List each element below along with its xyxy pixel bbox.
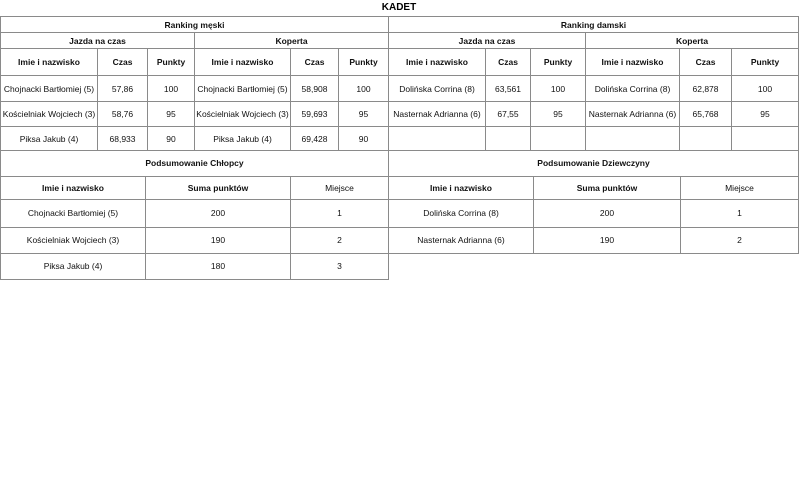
place-cell: 1 bbox=[291, 199, 389, 227]
header-cell: Imie i nazwisko bbox=[195, 49, 291, 76]
points-cell: 95 bbox=[732, 102, 799, 127]
points-cell: 100 bbox=[531, 76, 586, 102]
table-row bbox=[1, 253, 799, 279]
time-cell: 59,693 bbox=[291, 102, 339, 127]
summary-header-row bbox=[1, 176, 799, 199]
male-koperta-title: Koperta bbox=[195, 33, 389, 49]
header-cell: Imie i nazwisko bbox=[389, 49, 486, 76]
name-cell: Kościelniak Wojciech (3) bbox=[1, 102, 98, 127]
name-cell: Dolińska Corrina (8) bbox=[389, 76, 486, 102]
name-cell: Piksa Jakub (4) bbox=[1, 127, 98, 151]
header-cell: Czas bbox=[98, 49, 148, 76]
points-cell: 95 bbox=[531, 102, 586, 127]
header-cell: Suma punktów bbox=[146, 176, 291, 199]
summary-girls-title: Podsumowanie Dziewczyny bbox=[389, 150, 799, 176]
points-cell: 100 bbox=[339, 76, 389, 102]
table-row bbox=[1, 227, 799, 253]
header-cell: Imie i nazwisko bbox=[389, 176, 534, 199]
table-row bbox=[1, 102, 799, 127]
ranking-table bbox=[0, 16, 799, 151]
empty-cell bbox=[680, 127, 732, 151]
column-header-row bbox=[1, 49, 799, 76]
summary-table bbox=[0, 150, 799, 280]
table-row bbox=[1, 199, 799, 227]
ranking-title-row bbox=[1, 17, 799, 33]
header-cell: Imie i nazwisko bbox=[586, 49, 680, 76]
header-cell: Punkty bbox=[732, 49, 799, 76]
header-cell: Czas bbox=[680, 49, 732, 76]
table-row bbox=[1, 127, 799, 151]
empty-cell bbox=[681, 253, 799, 279]
female-koperta-title: Koperta bbox=[586, 33, 799, 49]
time-cell: 57,86 bbox=[98, 76, 148, 102]
name-cell: Kościelniak Wojciech (3) bbox=[195, 102, 291, 127]
male-time-trial-title: Jazda na czas bbox=[1, 33, 195, 49]
page-title: KADET bbox=[381, 2, 417, 13]
competition-title-row bbox=[1, 33, 799, 49]
name-cell: Chojnacki Bartłomiej (5) bbox=[1, 76, 98, 102]
name-cell: Dolińska Corrina (8) bbox=[586, 76, 680, 102]
empty-cell bbox=[534, 253, 681, 279]
header-cell: Miejsce bbox=[291, 176, 389, 199]
name-cell: Dolińska Corrina (8) bbox=[389, 199, 534, 227]
header-cell: Punkty bbox=[148, 49, 195, 76]
points-cell: 100 bbox=[148, 76, 195, 102]
summary-title-row bbox=[1, 150, 799, 176]
table-row bbox=[1, 76, 799, 102]
name-cell: Piksa Jakub (4) bbox=[195, 127, 291, 151]
header-cell: Czas bbox=[291, 49, 339, 76]
header-cell: Punkty bbox=[531, 49, 586, 76]
header-cell: Czas bbox=[486, 49, 531, 76]
summary-boys-title: Podsumowanie Chłopcy bbox=[1, 150, 389, 176]
empty-cell bbox=[586, 127, 680, 151]
empty-cell bbox=[732, 127, 799, 151]
sum-cell: 200 bbox=[534, 199, 681, 227]
empty-cell bbox=[389, 253, 534, 279]
sum-cell: 190 bbox=[534, 227, 681, 253]
time-cell: 65,768 bbox=[680, 102, 732, 127]
place-cell: 3 bbox=[291, 253, 389, 279]
time-cell: 67,55 bbox=[486, 102, 531, 127]
name-cell: Nasternak Adrianna (6) bbox=[389, 102, 486, 127]
name-cell: Piksa Jakub (4) bbox=[1, 253, 146, 279]
points-cell: 90 bbox=[339, 127, 389, 151]
name-cell: Nasternak Adrianna (6) bbox=[389, 227, 534, 253]
header-cell: Imie i nazwisko bbox=[1, 176, 146, 199]
place-cell: 2 bbox=[291, 227, 389, 253]
points-cell: 90 bbox=[148, 127, 195, 151]
header-cell: Suma punktów bbox=[534, 176, 681, 199]
empty-cell bbox=[389, 127, 486, 151]
place-cell: 1 bbox=[681, 199, 799, 227]
time-cell: 62,878 bbox=[680, 76, 732, 102]
time-cell: 69,428 bbox=[291, 127, 339, 151]
time-cell: 58,76 bbox=[98, 102, 148, 127]
points-cell: 100 bbox=[732, 76, 799, 102]
points-cell: 95 bbox=[148, 102, 195, 127]
header-cell: Imie i nazwisko bbox=[1, 49, 98, 76]
sum-cell: 190 bbox=[146, 227, 291, 253]
name-cell: Nasternak Adrianna (6) bbox=[586, 102, 680, 127]
ranking-male-title: Ranking męski bbox=[1, 17, 389, 33]
place-cell: 2 bbox=[681, 227, 799, 253]
sum-cell: 180 bbox=[146, 253, 291, 279]
name-cell: Chojnacki Bartłomiej (5) bbox=[195, 76, 291, 102]
empty-cell bbox=[531, 127, 586, 151]
sum-cell: 200 bbox=[146, 199, 291, 227]
time-cell: 68,933 bbox=[98, 127, 148, 151]
header-cell: Punkty bbox=[339, 49, 389, 76]
empty-cell bbox=[486, 127, 531, 151]
name-cell: Kościelniak Wojciech (3) bbox=[1, 227, 146, 253]
female-time-trial-title: Jazda na czas bbox=[389, 33, 586, 49]
time-cell: 63,561 bbox=[486, 76, 531, 102]
name-cell: Chojnacki Bartłomiej (5) bbox=[1, 199, 146, 227]
points-cell: 95 bbox=[339, 102, 389, 127]
ranking-female-title: Ranking damski bbox=[389, 17, 799, 33]
header-cell: Miejsce bbox=[681, 176, 799, 199]
time-cell: 58,908 bbox=[291, 76, 339, 102]
